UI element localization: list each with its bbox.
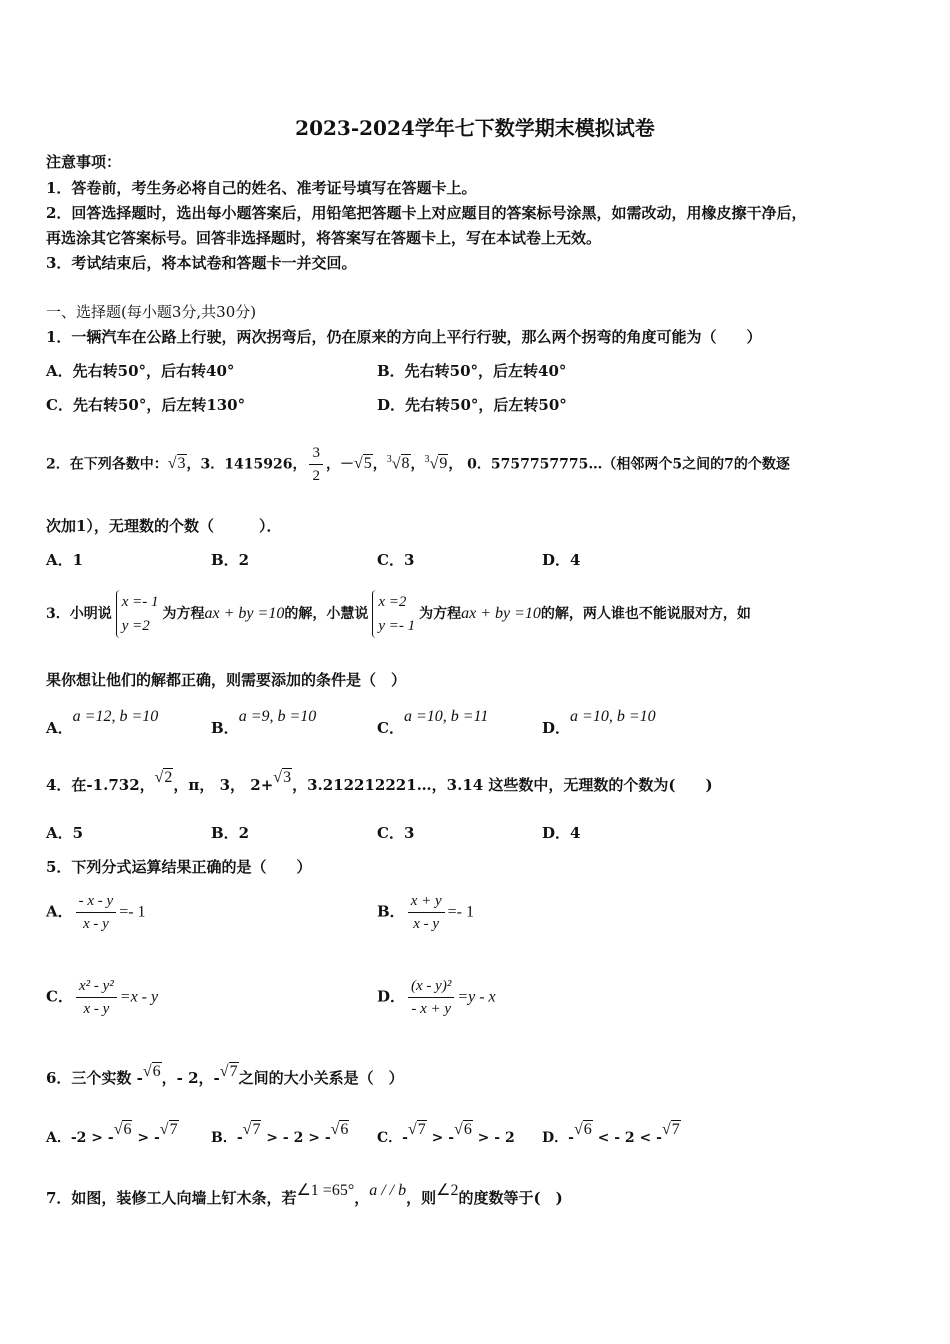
q6-option-a — [46, 1121, 179, 1148]
q2-text: ，3．1415926， — [186, 456, 307, 473]
sqrt: √7 — [159, 1121, 178, 1138]
option-label: A． — [46, 719, 73, 737]
q3-text: 的解，小慧说 — [284, 606, 369, 622]
option-text: C．- — [377, 1130, 408, 1146]
radicand: 7 — [252, 1121, 261, 1138]
option-text: > - 2 — [472, 1130, 515, 1146]
q3-prefix: 3．小明说 — [46, 606, 112, 622]
question-2-stem — [46, 430, 790, 494]
sqrt: √6 — [573, 1121, 592, 1138]
q7-text: ， — [354, 1189, 370, 1207]
q6-prefix: 6．三个实数 - — [46, 1069, 143, 1087]
q5-option-a — [46, 890, 146, 935]
section-heading: 一、选择题(每小题3分,共30分) — [46, 303, 257, 321]
parallel-expression: a / / b — [369, 1182, 407, 1199]
q2-text: ， — [410, 456, 425, 473]
rhs: =- 1 — [119, 903, 146, 921]
q2-option-a: A．1 — [46, 551, 84, 569]
notice-item: 1．答卷前，考生务必将自己的姓名、准考证号填写在答题卡上。 — [46, 179, 477, 197]
sqrt: √7 — [661, 1121, 680, 1138]
option-label: D． — [377, 987, 406, 1006]
q2-text: ， 0．5757757775…（相邻两个5之间的7的个数逐 — [448, 456, 790, 473]
question-4-stem — [46, 769, 713, 796]
q7-text: ，则 — [406, 1189, 437, 1207]
q6-text: ，- 2，- — [161, 1069, 220, 1087]
sqrt-5: √5 — [353, 455, 372, 473]
option-math: a =9, b =10 — [238, 708, 317, 725]
question-6-stem — [46, 1063, 404, 1089]
option-math: a =10, b =11 — [403, 708, 489, 725]
system-row: x =2 — [378, 594, 407, 610]
denominator: x - y — [83, 1001, 110, 1017]
radicand: 8 — [401, 455, 410, 473]
q6-option-c — [377, 1121, 515, 1148]
numerator: 3 — [309, 442, 323, 465]
radicand: 6 — [152, 1063, 161, 1080]
sqrt-3: √3 — [167, 455, 186, 473]
q5-option-b — [377, 890, 474, 935]
numerator: x² - y² — [76, 975, 117, 998]
q1-option-c: C．先右转50°，后左转130° — [46, 396, 246, 414]
question-3-stem — [46, 584, 751, 644]
sqrt-7: √7 — [219, 1063, 238, 1080]
option-text: < - 2 < - — [592, 1130, 662, 1146]
radicand: 6 — [583, 1121, 592, 1138]
q2-option-c: C．3 — [377, 551, 415, 569]
root-index: 3 — [424, 454, 430, 465]
system-row: y =2 — [121, 618, 150, 634]
sqrt: √6 — [454, 1121, 472, 1138]
option-text: > - — [426, 1130, 455, 1146]
denominator: 2 — [312, 467, 320, 484]
q6-option-d — [542, 1121, 681, 1148]
option-label: C． — [46, 987, 73, 1006]
radicand: 6 — [340, 1121, 349, 1138]
sqrt: √7 — [407, 1121, 426, 1138]
angle-expression: ∠2 — [436, 1182, 459, 1199]
angle-expression: ∠1 =65° — [296, 1182, 355, 1199]
option-text: A．-2 > - — [46, 1130, 114, 1146]
radicand: 6 — [463, 1121, 472, 1138]
radicand: 7 — [671, 1121, 680, 1138]
q2-text: ， — [372, 456, 387, 473]
cube-root-9: $^3$√9 — [424, 454, 448, 473]
numerator: (x - y)² — [408, 975, 454, 998]
question-2-continued: 次加1），无理数的个数（ ）． — [46, 517, 282, 535]
q4-option-b: B．2 — [211, 824, 250, 842]
fraction — [76, 975, 117, 1020]
sqrt: √7 — [242, 1121, 261, 1138]
q6-option-b — [211, 1121, 349, 1148]
sqrt-3: √3 — [273, 769, 292, 786]
radicand: 7 — [169, 1121, 178, 1138]
q3-option-c — [377, 706, 489, 737]
equation-system-1 — [116, 590, 159, 638]
numerator: x + y — [408, 890, 445, 913]
option-text: D．- — [542, 1130, 574, 1146]
radicand: 6 — [123, 1121, 132, 1138]
numerator: - x - y — [76, 890, 117, 913]
q3-text: 的解，两人谁也不能说服对方，如 — [540, 606, 751, 622]
rhs: =x - y — [119, 988, 159, 1006]
option-text: B．- — [211, 1130, 243, 1146]
q1-option-a: A．先右转50°，后右转40° — [46, 362, 235, 380]
q2-option-d: D．4 — [542, 551, 581, 569]
option-label: D． — [542, 719, 571, 737]
radicand: 3 — [283, 769, 292, 786]
q3-text: 为方程 — [162, 606, 205, 622]
root-index: 3 — [386, 454, 392, 465]
sqrt-6: √6 — [142, 1063, 161, 1080]
notice-item: 再选涂其它答案标号。回答非选择题时，将答案写在答题卡上，写在本试卷上无效。 — [46, 229, 602, 247]
radicand: 2 — [164, 769, 173, 786]
option-label: B． — [211, 719, 239, 737]
fraction-3-2 — [309, 442, 323, 487]
page-title: 2023-2024学年七下数学期末模拟试卷 — [295, 116, 655, 140]
q4-text: ，π， 3， 2+ — [173, 776, 274, 794]
q2-option-b: B．2 — [211, 551, 250, 569]
q4-option-c: C．3 — [377, 824, 415, 842]
cube-root-8: $^3$√8 — [386, 454, 410, 473]
radicand: 5 — [363, 455, 372, 473]
sqrt-2: √2 — [154, 769, 173, 786]
q3-option-b — [211, 706, 317, 737]
rhs: =- 1 — [447, 903, 474, 921]
question-3-continued: 果你想让他们的解都正确，则需要添加的条件是（ ） — [46, 671, 407, 689]
q3-text: 为方程 — [419, 606, 462, 622]
q2-prefix: 2．在下列各数中： — [46, 456, 168, 473]
equation: ax + by =10 — [204, 605, 285, 622]
sqrt: √6 — [113, 1121, 132, 1138]
radicand: 3 — [177, 455, 186, 473]
denominator: x - y — [83, 916, 109, 932]
denominator: x - y — [413, 916, 440, 932]
rhs: =y - x — [457, 988, 496, 1006]
option-text: > - 2 > - — [261, 1130, 331, 1146]
q5-option-c — [46, 975, 158, 1020]
system-row: x =- 1 — [121, 594, 159, 610]
sqrt: √6 — [330, 1121, 349, 1138]
q3-option-d — [542, 706, 656, 737]
q7-prefix: 7．如图，装修工人向墙上钉木条，若 — [46, 1189, 297, 1207]
option-label: A． — [46, 902, 73, 921]
radicand: 7 — [229, 1063, 238, 1080]
notice-item: 3．考试结束后，将本试卷和答题卡一并交回。 — [46, 254, 357, 272]
equation: ax + by =10 — [461, 605, 541, 622]
q1-option-d: D．先右转50°，后左转50° — [377, 396, 567, 414]
notice-heading: 注意事项： — [46, 153, 122, 171]
q6-text: 之间的大小关系是（ ） — [238, 1069, 404, 1087]
equation-system-2 — [372, 590, 415, 638]
radicand: 7 — [417, 1121, 426, 1138]
fraction — [408, 890, 445, 935]
question-5-stem: 5．下列分式运算结果正确的是（ ） — [46, 858, 312, 876]
q2-text: ，－ — [325, 456, 354, 473]
radicand: 9 — [439, 455, 448, 473]
q4-option-d: D．4 — [542, 824, 581, 842]
q4-text: ，3.212212221…，3.14 这些数中，无理数的个数为( ) — [292, 776, 713, 794]
denominator: - x + y — [411, 1001, 452, 1017]
q7-text: 的度数等于( ) — [458, 1189, 563, 1207]
fraction — [76, 890, 117, 935]
option-label: C． — [377, 719, 404, 737]
question-1-stem: 1．一辆汽车在公路上行驶，两次拐弯后，仍在原来的方向上平行行驶，那么两个拐弯的角度可能为（ ） — [46, 328, 762, 346]
question-7-stem — [46, 1182, 563, 1209]
system-row: y =- 1 — [378, 618, 416, 634]
option-math: a =10, b =10 — [570, 708, 656, 725]
q1-option-b: B．先右转50°，后左转40° — [377, 362, 567, 380]
option-text: > - — [132, 1130, 160, 1146]
q5-option-d — [377, 975, 496, 1020]
fraction — [408, 975, 454, 1020]
option-math: a =12, b =10 — [72, 708, 159, 725]
q4-option-a: A．5 — [46, 824, 84, 842]
option-label: B． — [377, 902, 405, 921]
q3-option-a — [46, 706, 159, 737]
notice-item: 2．回答选择题时，选出每小题答案后，用铅笔把答题卡上对应题目的答案标号涂黑，如需改动，用橡皮擦干净后， — [46, 204, 807, 222]
q4-prefix: 4．在-1.732， — [46, 776, 155, 794]
